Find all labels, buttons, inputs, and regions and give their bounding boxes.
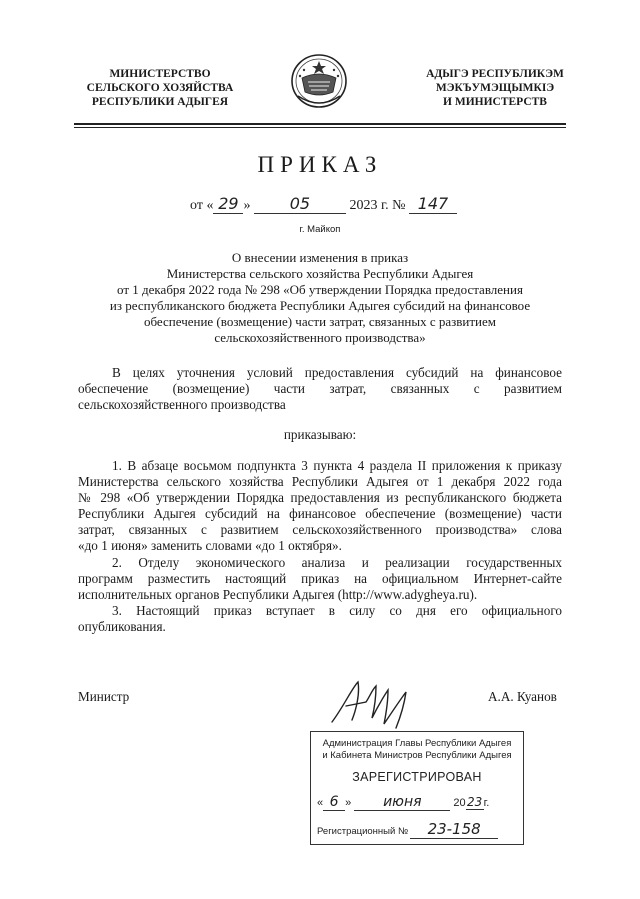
- subject-line: из республиканского бюджета Республики Адыгея субсидий на финансовое: [109, 298, 531, 313]
- quote-mark: »: [345, 797, 352, 809]
- registration-label: Регистрационный №: [317, 826, 409, 837]
- signatory-position: Министр: [78, 689, 130, 704]
- coat-of-arms-icon: [284, 52, 354, 110]
- header-line: АДЫГЭ РЕСПУБЛИКЭМ: [426, 68, 564, 80]
- text-line: Республики Адыгея субсидий на финансовое обеспечение (возмещение) части: [78, 506, 562, 522]
- number-label: №: [392, 198, 406, 213]
- text-line: 1. В абзаце восьмом подпункта 3 пункта 4 раздела II приложения к приказу: [112, 458, 562, 473]
- preamble-paragraph: [78, 365, 562, 413]
- text-line: В целях уточнения условий предоставления субсидий на финансовое: [112, 365, 562, 380]
- subject-line: О внесении изменения в приказ: [231, 250, 409, 265]
- text-line: обеспечение (возмещение) части затрат, связанных с развитием: [78, 381, 562, 397]
- stamp-status: ЗАРЕГИСТРИРОВАН: [352, 770, 482, 784]
- header-line: СЕЛЬСКОГО ХОЗЯЙСТВА: [86, 82, 234, 94]
- subject-line: от 1 декабря 2022 года № 298 «Об утверждении Порядка предоставления: [117, 282, 523, 297]
- order-item-2: [78, 555, 562, 603]
- text-line: исполнительных органов Республики Адыгея (http://www.adygheya.ru).: [78, 587, 478, 603]
- stamp-organization: [311, 738, 523, 762]
- stamp-year-prefix: 20: [453, 797, 466, 809]
- order-date-line: [190, 194, 457, 214]
- order-item-1: [78, 458, 562, 555]
- quote-mark: «: [206, 198, 214, 213]
- header-divider: [74, 127, 566, 128]
- registration-stamp: [310, 731, 524, 845]
- header-line: РЕСПУБЛИКИ АДЫГЕЯ: [91, 96, 229, 108]
- registration-number: 23-158: [410, 820, 498, 839]
- quote-mark: »: [243, 198, 251, 213]
- quote-mark: «: [317, 797, 324, 809]
- subject-line: сельскохозяйственного производства»: [214, 330, 426, 345]
- date-month: 05: [254, 194, 346, 214]
- subject-line: Министерства сельского хозяйства Республики Адыгея: [166, 266, 474, 281]
- date-day: 29: [213, 194, 243, 214]
- text-line: «до 1 июня» заменить словами «до 1 октября».: [78, 538, 342, 554]
- stamp-year-unit: г.: [483, 797, 490, 809]
- text-line: 3. Настоящий приказ вступает в силу со дня его официального: [112, 603, 562, 618]
- stamp-registration: [317, 820, 498, 839]
- header-line: И МИНИСТЕРСТВ: [443, 96, 547, 108]
- date-prefix: от: [190, 198, 203, 213]
- order-number: 147: [409, 194, 457, 214]
- stamp-year-suffix: 23: [466, 795, 483, 809]
- header-line: МЭКЪУМЭЩЫМКIЭ: [435, 82, 555, 94]
- city: г. Майкоп: [299, 224, 341, 235]
- subject-line: обеспечение (возмещение) части затрат, связанных с развитием: [143, 314, 496, 329]
- order-subject: [80, 250, 560, 346]
- order-word: приказываю:: [283, 427, 357, 442]
- stamp-date: [317, 794, 517, 811]
- header-line: МИНИСТЕРСТВО: [109, 68, 211, 80]
- text-line: опубликования.: [78, 619, 166, 635]
- text-line: № 298 «Об утверждении Порядка предоставления из республиканского бюджета: [78, 490, 562, 506]
- header-divider: [74, 123, 566, 125]
- text-line: сельскохозяйственного производства: [78, 397, 286, 413]
- stamp-org-line: и Кабинета Министров Республики Адыгея: [322, 750, 512, 761]
- document-title: ПРИКАЗ: [257, 152, 383, 177]
- ministry-name-russian: [60, 67, 260, 109]
- text-line: Министерства сельского хозяйства Республики Адыгея от 1 декабря 2022 года: [78, 474, 562, 490]
- text-line: 2. Отделу экономического анализа и реализации государственных: [112, 555, 562, 570]
- text-line: программ разместить настоящий приказ на официальном Интернет-сайте: [78, 571, 562, 587]
- stamp-month: июня: [354, 794, 450, 811]
- ministry-name-adyghe: [400, 67, 590, 109]
- order-item-3: [78, 603, 562, 635]
- stamp-day: 6: [323, 794, 345, 811]
- text-line: затрат, связанных с развитием сельскохозяйственного производства» слова: [78, 522, 562, 538]
- stamp-org-line: Администрация Главы Республики Адыгея: [322, 738, 512, 749]
- handwritten-signature: [326, 676, 436, 730]
- signatory-name: А.А. Куанов: [488, 689, 557, 704]
- date-year: 2023 г.: [349, 198, 389, 213]
